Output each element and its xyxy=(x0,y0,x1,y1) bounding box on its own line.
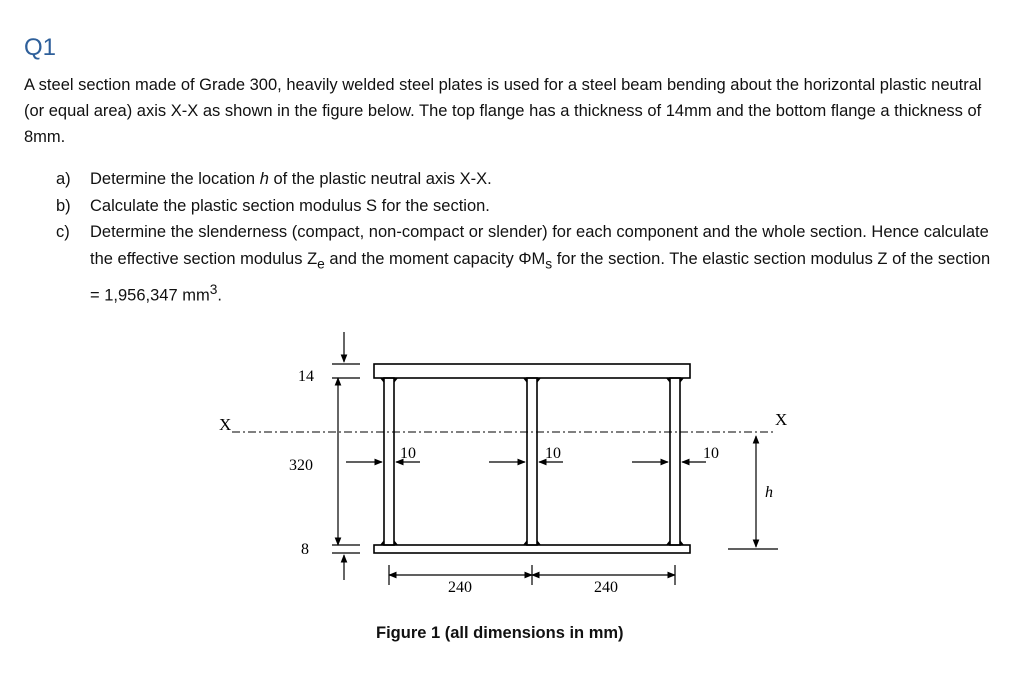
axis-label-right: X xyxy=(775,410,788,429)
dim-web-thickness-middle: 10 xyxy=(545,445,561,462)
dim-spacing-left: 240 xyxy=(448,579,472,596)
question-item-b: b) Calculate the plastic section modulus S for the section. xyxy=(24,193,999,220)
dim-h: h xyxy=(765,484,773,501)
web-right xyxy=(670,378,680,545)
dim-web-height: 320 xyxy=(289,457,313,474)
dim-web-thickness-right: 10 xyxy=(703,445,719,462)
bottom-flange xyxy=(374,545,690,553)
dim-spacing-right: 240 xyxy=(594,579,618,596)
dim-web-thickness-left: 10 xyxy=(400,445,416,462)
question-label: a) xyxy=(56,170,71,188)
web-middle xyxy=(527,378,537,545)
question-item-c: c) Determine the slenderness (compact, non-compact or slender) for each component and the whole section. Hence calculate the effective section modulus $Z_e$ and the moment capacity $\Phi M_s$ for the section. The elastic section modulus Z of the section = 1,956,347 $mm^3$. xyxy=(24,219,999,309)
question-item-a: a) Determine the location h of the plastic neutral axis X-X. xyxy=(24,166,999,193)
figure-caption: Figure 1 (all dimensions in mm) xyxy=(376,624,624,642)
top-flange xyxy=(374,364,690,378)
spacing-dimensions xyxy=(389,565,675,585)
web-left xyxy=(384,378,394,545)
variable-h: h xyxy=(259,170,269,188)
question-label: c) xyxy=(56,223,70,241)
dim-bottom-flange: 8 xyxy=(301,541,309,558)
question-label: b) xyxy=(56,196,71,215)
question-intro: A steel section made of Grade 300, heavily welded steel plates is used for a steel beam bending about the horizontal plastic neutral (or equal area) axis X-X as shown in the figure below. The top flange has a thickness of 14mm and the bottom flange a thickness of 8mm. xyxy=(24,76,982,146)
dim-top-flange: 14 xyxy=(298,368,314,385)
vertical-dimension xyxy=(332,332,360,580)
question-heading: Q1 xyxy=(24,34,57,61)
question-list xyxy=(24,166,999,309)
axis-label-left: X xyxy=(219,415,232,434)
